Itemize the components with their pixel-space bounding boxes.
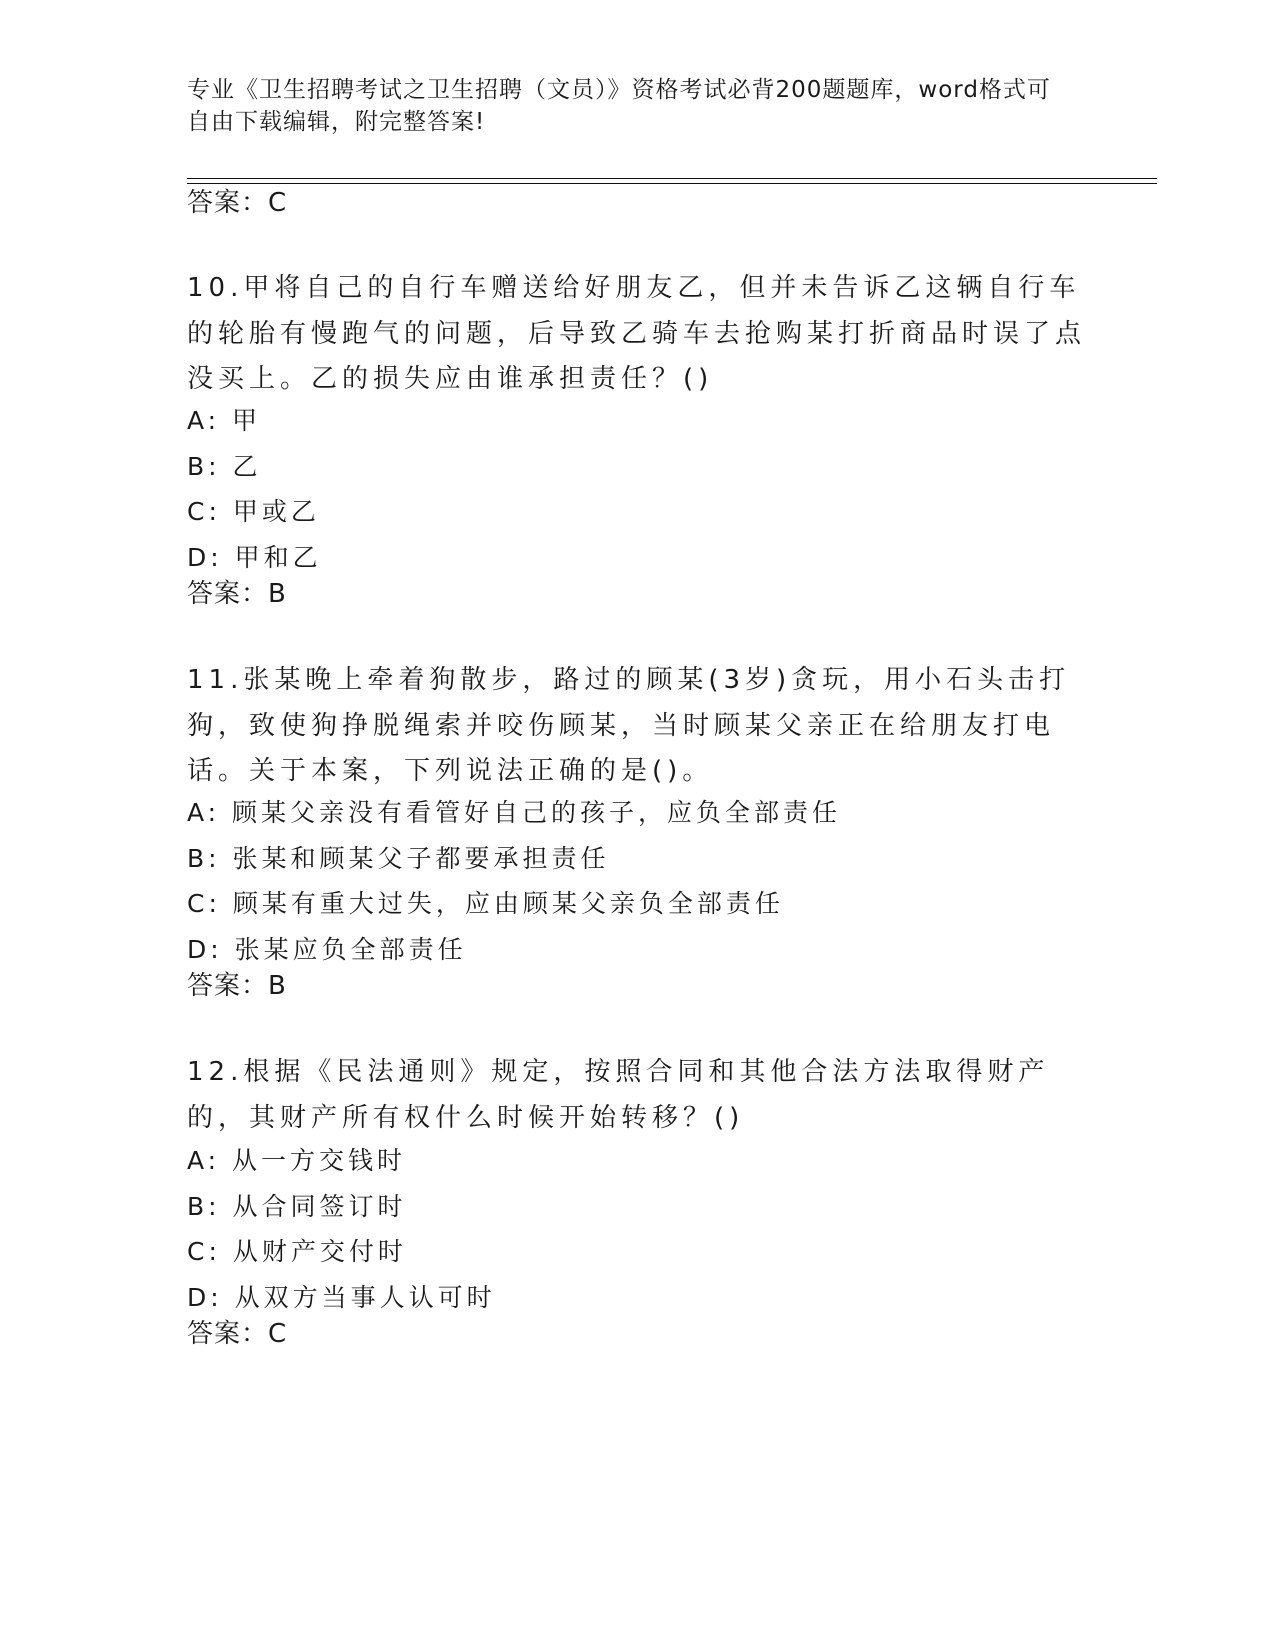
question-11-answer: 答案：B (187, 971, 287, 1001)
question-11-options (187, 790, 1087, 972)
document-header: 专业《卫生招聘考试之卫生招聘（文员）》资格考试必背200题题库，word格式可自由下载编辑，附完整答案! (187, 77, 1051, 135)
question-12-answer: 答案：C (187, 1319, 288, 1349)
header-divider-bottom (187, 183, 1157, 184)
option-b: B: 张某和顾某父子都要承担责任 (187, 843, 610, 873)
question-10-text: 10.甲将自己的自行车赠送给好朋友乙，但并未告诉乙这辆自行车的轮胎有慢跑气的问题，后导致乙骑车去抢购某打折商品时误了点没买上。乙的损失应由谁承担责任？() (187, 273, 1087, 394)
option-b: B: 乙 (187, 451, 262, 481)
option-c: C: 甲或乙 (187, 497, 320, 526)
option-c: C: 顾某有重大过失，应由顾某父亲负全部责任 (187, 889, 784, 918)
option-d: D: 从双方当事人认可时 (187, 1282, 496, 1312)
option-a: A: 从一方交钱时 (187, 1146, 407, 1175)
question-10-answer: 答案：B (187, 579, 287, 609)
option-b: B: 从合同签订时 (187, 1191, 407, 1221)
previous-answer: 答案：C (187, 188, 288, 218)
question-10-options (187, 398, 1087, 580)
option-c: C: 从财产交付时 (187, 1237, 407, 1266)
question-11-text: 11.张某晚上牵着狗散步，路过的顾某(3岁)贪玩，用小石头击打狗，致使狗挣脱绳索并咬伤顾某，当时顾某父亲正在给朋友打电话。关于本案，下列说法正确的是()。 (187, 665, 1071, 786)
header-divider-top (187, 178, 1157, 179)
question-12-text: 12.根据《民法通则》规定，按照合同和其他合法方法取得财产的，其财产所有权什么时候开始转移？() (187, 1057, 1050, 1133)
option-a: A: 甲 (187, 406, 262, 435)
option-a: A: 顾某父亲没有看管好自己的孩子，应负全部责任 (187, 798, 842, 827)
option-d: D: 张某应负全部责任 (187, 934, 467, 964)
option-d: D: 甲和乙 (187, 542, 322, 572)
question-12-options (187, 1138, 1087, 1320)
